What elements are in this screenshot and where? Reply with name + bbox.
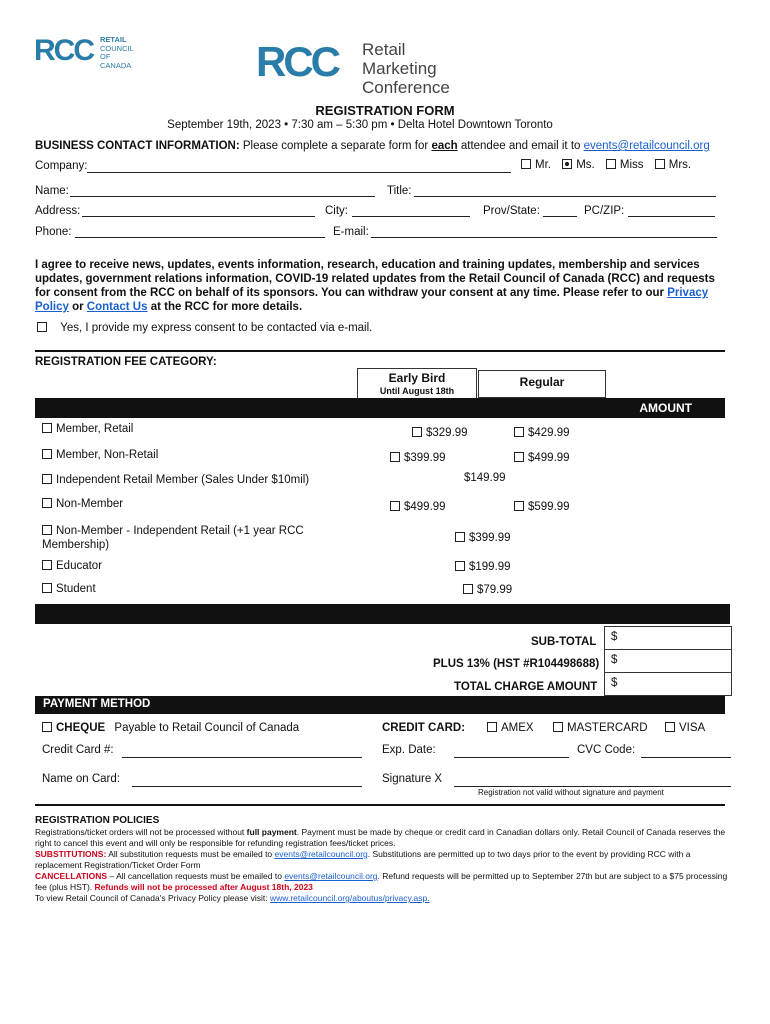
early-price[interactable]: $329.99 xyxy=(412,427,468,439)
fee-category-heading: REGISTRATION FEE CATEGORY: xyxy=(35,356,217,368)
total-field[interactable]: $ xyxy=(604,672,732,696)
single-price: $149.99 xyxy=(464,472,506,484)
contact-heading: BUSINESS CONTACT INFORMATION: xyxy=(35,140,240,152)
amex-option[interactable]: AMEX xyxy=(487,722,534,734)
single-price[interactable]: $199.99 xyxy=(455,561,511,573)
consent-checkbox-label: Yes, I provide my express consent to be contacted via e-mail. xyxy=(60,322,373,334)
regular-label: Regular xyxy=(519,375,565,389)
consent-checkbox-row[interactable] xyxy=(37,322,372,334)
city-label: City: xyxy=(325,205,348,217)
contact-intro-each: each xyxy=(431,140,458,152)
policies-heading: REGISTRATION POLICIES xyxy=(35,815,160,826)
company-label: Company: xyxy=(35,160,88,172)
fee-row[interactable]: Member, Retail xyxy=(42,423,133,435)
policy-privacy: To view Retail Council of Canada's Privacy Policy please visit: www.retailcouncil.org/aboutus/privacy.asp. xyxy=(35,893,430,903)
hst-label: PLUS 13% (HST #R104498688) xyxy=(433,658,600,670)
form-title: REGISTRATION FORM xyxy=(315,103,455,118)
small-logo-line: COUNCIL xyxy=(100,43,134,53)
fee-row[interactable]: Educator xyxy=(42,560,102,572)
contact-intro xyxy=(35,140,710,152)
address-label: Address: xyxy=(35,205,81,217)
salutation-mr[interactable]: Mr. xyxy=(521,159,551,171)
signature-field[interactable] xyxy=(454,786,731,787)
policy-substitutions: SUBSTITUTIONS: All substitution requests must be emailed to events@retailcouncil.org. Substitutions are permitted up to two days prior to the event by providing RCC with a replacement Registration/Ticket Order Form xyxy=(35,849,691,870)
events-email-link[interactable]: events@retailcouncil.org xyxy=(583,140,710,152)
amount-header-bar xyxy=(35,398,725,418)
exp-label: Exp. Date: xyxy=(382,744,436,756)
signature-note: Registration not valid without signature and payment xyxy=(478,788,664,797)
main-logo-mark: RCC xyxy=(256,38,338,85)
consent-or: or xyxy=(72,301,84,313)
amount-header: AMOUNT xyxy=(639,401,692,415)
contact-intro-text: Please complete a separate form for xyxy=(242,140,429,152)
card-number-field[interactable] xyxy=(122,757,362,758)
visa-option[interactable]: VISA xyxy=(665,722,705,734)
name-label: Name: xyxy=(35,185,69,197)
single-price[interactable]: $399.99 xyxy=(455,532,511,544)
small-logo-line: RETAIL xyxy=(100,35,127,44)
phone-label: Phone: xyxy=(35,226,72,238)
policy-cancellations: CANCELLATIONS – All cancellation requests must be emailed to events@retailcouncil.org. Refund requests will be permitted up to September 27th but are subject to a $75 processing fee (plus HST). Refunds will not be processed after August 18th, 2023 xyxy=(35,871,728,892)
early-price[interactable]: $499.99 xyxy=(390,501,446,513)
signature-label: Signature X xyxy=(382,773,443,785)
hst-field[interactable]: $ xyxy=(604,649,732,672)
early-bird-label: Early Bird xyxy=(388,371,446,385)
substitutions-email-link[interactable]: events@retailcouncil.org xyxy=(274,849,368,859)
postal-field[interactable] xyxy=(628,216,715,217)
salutation-miss[interactable]: Miss xyxy=(606,159,644,171)
name-on-card-label: Name on Card: xyxy=(42,773,120,785)
event-subtitle: September 19th, 2023 • 7:30 am – 5:30 pm • Delta Hotel Downtown Toronto xyxy=(167,119,553,131)
small-logo-line: OF CANADA xyxy=(100,52,132,70)
consent-paragraph xyxy=(35,258,725,314)
policy-payment: Registrations/ticket orders will not be processed without full payment. Payment must be made by cheque or credit card in Canadian dollars only. Retail Council of Canada reserves the right to cancel this event and will only be responsible for refunding registration fees/ticket prices. xyxy=(35,827,726,848)
address-field[interactable] xyxy=(82,216,315,217)
exp-field[interactable] xyxy=(454,757,569,758)
salutation-mrs[interactable]: Mrs. xyxy=(655,159,691,171)
early-bird-sublabel: Until August 18th xyxy=(379,386,455,396)
payment-heading: PAYMENT METHOD xyxy=(43,698,151,710)
regular-price[interactable]: $499.99 xyxy=(514,452,570,464)
consent-checkbox[interactable] xyxy=(37,322,47,332)
consent-tail: at the RCC for more details. xyxy=(150,301,303,313)
small-logo xyxy=(34,34,134,70)
main-logo-line: Retail Marketing xyxy=(362,40,437,78)
section-divider xyxy=(35,350,725,352)
contact-us-link[interactable]: Contact Us xyxy=(86,301,148,313)
city-field[interactable] xyxy=(352,216,470,217)
total-label: TOTAL CHARGE AMOUNT xyxy=(454,681,598,693)
company-field[interactable] xyxy=(87,172,511,173)
cheque-option[interactable]: CHEQUE Payable to Retail Council of Canada xyxy=(42,722,299,734)
fee-row[interactable]: Member, Non-Retail xyxy=(42,449,158,461)
email-field[interactable] xyxy=(371,237,717,238)
privacy-url-link[interactable]: www.retailcouncil.org/aboutus/privacy.asp. xyxy=(270,893,430,903)
policies-text xyxy=(35,827,730,904)
subtotal-label: SUB-TOTAL xyxy=(531,636,597,648)
card-number-label: Credit Card #: xyxy=(42,744,114,756)
regular-price[interactable]: $599.99 xyxy=(514,501,570,513)
credit-card-label: CREDIT CARD: xyxy=(382,722,466,734)
fee-row[interactable]: Independent Retail Member (Sales Under $10mil) xyxy=(42,474,309,486)
contact-intro-text2: attendee and email it to xyxy=(460,140,581,152)
payment-header-bar xyxy=(35,696,725,714)
prov-field[interactable] xyxy=(543,216,577,217)
subtotal-field[interactable]: $ xyxy=(604,626,732,649)
early-bird-header xyxy=(357,368,477,400)
privacy-policy-link[interactable]: Privacy Policy xyxy=(35,287,709,313)
cvc-field[interactable] xyxy=(641,757,731,758)
main-logo-line: Conference xyxy=(362,78,450,97)
salutation-ms[interactable]: Ms. xyxy=(562,159,595,171)
email-label: E-mail: xyxy=(333,226,369,238)
single-price[interactable]: $79.99 xyxy=(463,584,512,596)
regular-header xyxy=(478,370,606,398)
phone-field[interactable] xyxy=(75,237,325,238)
consent-text: I agree to receive news, updates, events information, research, education and training updates, membership and services updates, government relations information, COVID-19 related updates from the Retail Council of Canada (RCC) and requests for consent from the RCC on behalf of its sponsors. You can withdraw your consent at any time. Please refer to our xyxy=(35,259,715,299)
title-label: Title: xyxy=(387,185,412,197)
fee-row[interactable]: Non-Member xyxy=(42,498,123,510)
regular-price[interactable]: $429.99 xyxy=(514,427,570,439)
cancellations-email-link[interactable]: events@retailcouncil.org xyxy=(284,871,378,881)
prov-label: Prov/State: xyxy=(483,205,540,217)
fee-row[interactable]: Student xyxy=(42,583,96,595)
postal-label: PC/ZIP: xyxy=(584,205,625,217)
early-price[interactable]: $399.99 xyxy=(390,452,446,464)
mastercard-option[interactable]: MASTERCARD xyxy=(553,722,648,734)
fee-row[interactable]: Non-Member - Independent Retail (+1 year RCC Membership) xyxy=(42,525,304,551)
policies-divider xyxy=(35,804,725,806)
cvc-label: CVC Code: xyxy=(577,744,636,756)
main-logo xyxy=(256,38,450,97)
name-on-card-field[interactable] xyxy=(132,786,362,787)
name-field[interactable] xyxy=(70,196,375,197)
fees-footer-bar xyxy=(35,604,730,624)
title-field[interactable] xyxy=(414,196,716,197)
small-logo-mark: RCC xyxy=(34,34,93,67)
salutation-group xyxy=(521,159,691,171)
